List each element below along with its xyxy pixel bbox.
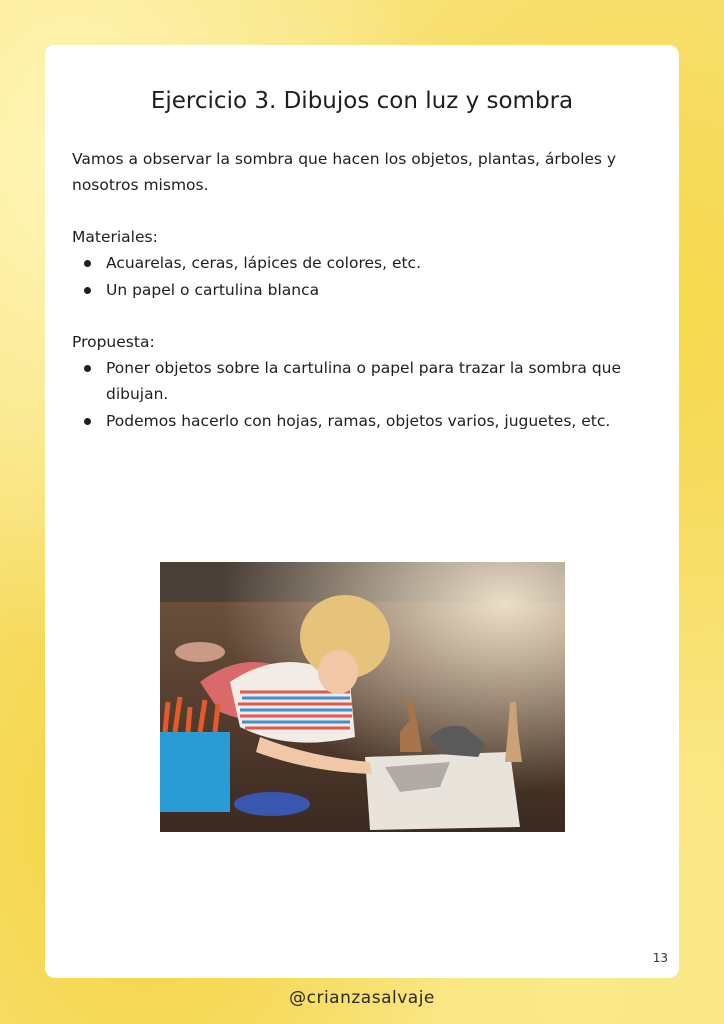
bullet-icon	[84, 418, 91, 425]
intro-paragraph: Vamos a observar la sombra que hacen los objetos, plantas, árboles y nosotros mismos.	[72, 150, 617, 194]
list-item-text: Un papel o cartulina blanca	[106, 281, 320, 299]
child-drawing-shadows-photo	[160, 562, 565, 832]
footer-handle: @crianzasalvaje	[289, 988, 435, 1008]
list-item-text: Poner objetos sobre la cartulina o papel para trazar la sombra que dibujan.	[106, 359, 622, 403]
materials-list	[72, 250, 632, 304]
bullet-icon	[84, 365, 91, 372]
list-item	[72, 277, 632, 303]
page-title: Ejercicio 3. Dibujos con luz y sombra	[150, 88, 574, 114]
bullet-icon	[84, 260, 91, 267]
materials-label: Materiales:	[72, 228, 158, 246]
proposal-list	[72, 355, 632, 435]
photo-illustration	[160, 562, 565, 832]
bullet-icon	[84, 287, 91, 294]
page-number: 13	[652, 951, 668, 965]
list-item-text: Podemos hacerlo con hojas, ramas, objetos varios, juguetes, etc.	[106, 412, 611, 430]
list-item	[72, 250, 632, 276]
proposal-label: Propuesta:	[72, 333, 155, 351]
list-item-text: Acuarelas, ceras, lápices de colores, etc.	[106, 254, 422, 272]
list-item	[72, 355, 632, 407]
list-item	[72, 408, 632, 434]
